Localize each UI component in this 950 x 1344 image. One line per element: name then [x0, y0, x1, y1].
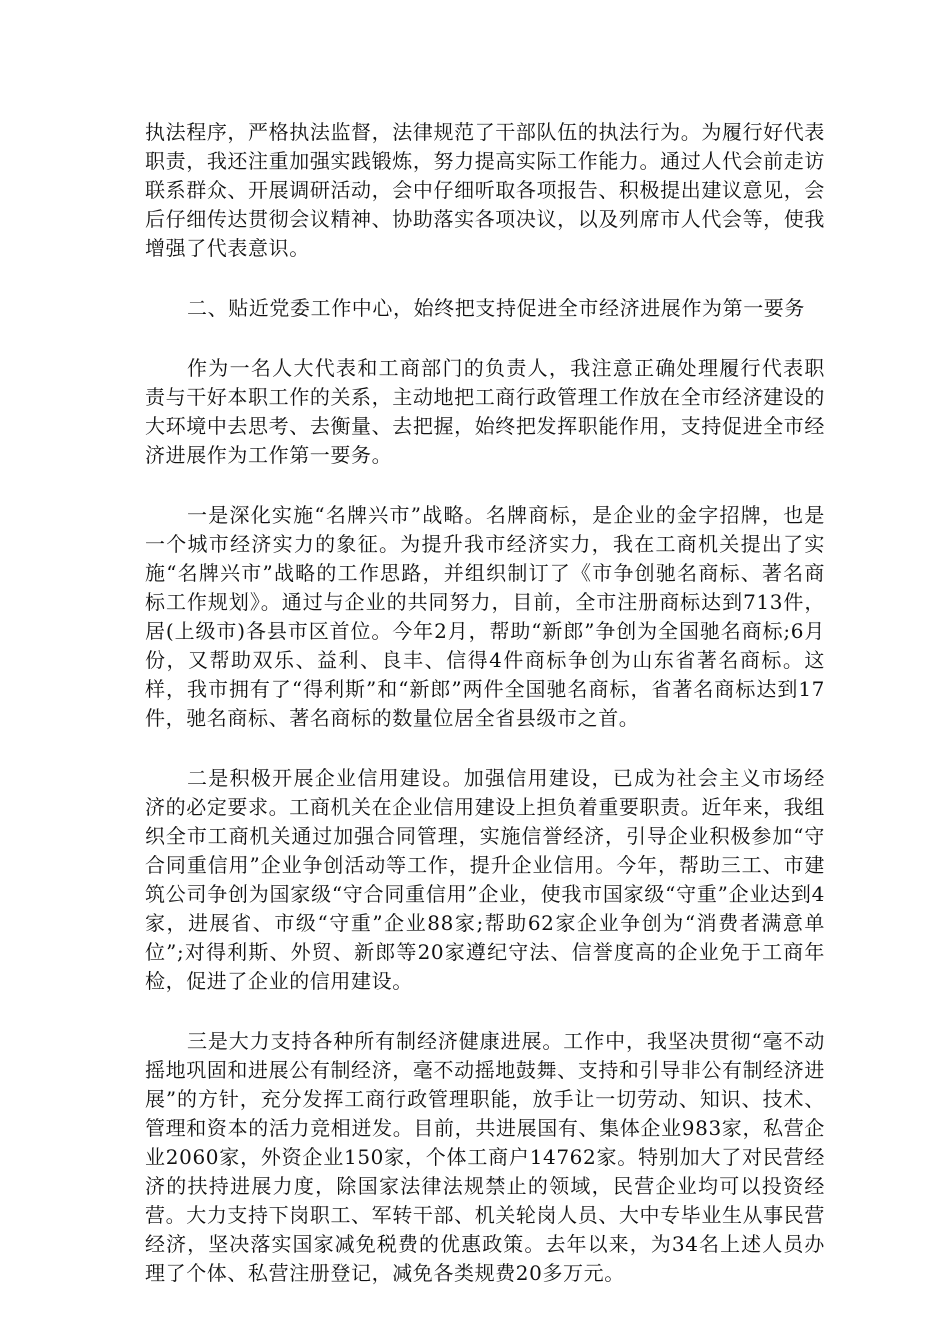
paragraph-continuation: 执法程序，严格执法监督，法律规范了干部队伍的执法行为。为履行好代表职责，我还注重加强实践锻炼，努力提高实际工作能力。通过人代会前走访联系群众、开展调研活动，会中仔细听取各项报告、积极提出建议意见，会后仔细传达贯彻会议精神、协助落实各项决议，以及列席市人代会等，使我增强了代表意识。	[145, 120, 825, 260]
paragraph-brand-strategy: 一是深化实施“名牌兴市”战略。名牌商标，是企业的金字招牌，也是一个城市经济实力的象征。为提升我市经济实力，我在工商机关提出了实施“名牌兴市”战略的工作思路，并组织制订了《市争创驰名商标、著名商标工作规划》。通过与企业的共同努力，目前，全市注册商标达到713件，居(上级市)各县市区首位。今年2月，帮助“新郎”争创为全国驰名商标;6月份，又帮助双乐、益利、良丰、信得4件商标争创为山东省著名商标。这样，我市拥有了“得利斯”和“新郎”两件全国驰名商标，省著名商标达到17件，驰名商标、著名商标的数量位居全省县级市之首。	[145, 503, 825, 730]
section-heading: 二、贴近党委工作中心，始终把支持促进全市经济进展作为第一要务	[187, 296, 805, 320]
paragraph-ownership-economy: 三是大力支持各种所有制经济健康进展。工作中，我坚决贯彻“毫不动摇地巩固和进展公有制经济，毫不动摇地鼓舞、支持和引导非公有制经济进展”的方针，充分发挥工商行政管理职能，放手让一切劳动、知识、技术、管理和资本的活力竞相迸发。目前，共进展国有、集体企业983家，私营企业2060家，外资企业150家，个体工商户14762家。特别加大了对民营经济的扶持进展力度，除国家法律法规禁止的领域，民营企业均可以投资经营。大力支持下岗职工、军转干部、机关轮岗人员、大中专毕业生从事民营经济，坚决落实国家减免税费的优惠政策。去年以来，为34名上述人员办理了个体、私营注册登记，减免各类规费20多万元。	[145, 1029, 825, 1285]
document-body	[145, 118, 825, 1319]
paragraph-intro: 作为一名人大代表和工商部门的负责人，我注意正确处理履行代表职责与干好本职工作的关系，主动地把工商行政管理工作放在全市经济建设的大环境中去思考、去衡量、去把握，始终把发挥职能作用，支持促进全市经济进展作为工作第一要务。	[145, 356, 825, 467]
paragraph-credit-building: 二是积极开展企业信用建设。加强信用建设，已成为社会主义市场经济的必定要求。工商机关在企业信用建设上担负着重要职责。近年来，我组织全市工商机关通过加强合同管理，实施信誉经济，引导企业积极参加“守合同重信用”企业争创活动等工作，提升企业信用。今年，帮助三工、市建筑公司争创为国家级“守合同重信用”企业，使我市国家级“守重”企业达到4家，进展省、市级“守重”企业88家;帮助62家企业争创为“消费者满意单位”;对得利斯、外贸、新郎等20家遵纪守法、信誉度高的企业免于工商年检，促进了企业的信用建设。	[145, 766, 825, 993]
